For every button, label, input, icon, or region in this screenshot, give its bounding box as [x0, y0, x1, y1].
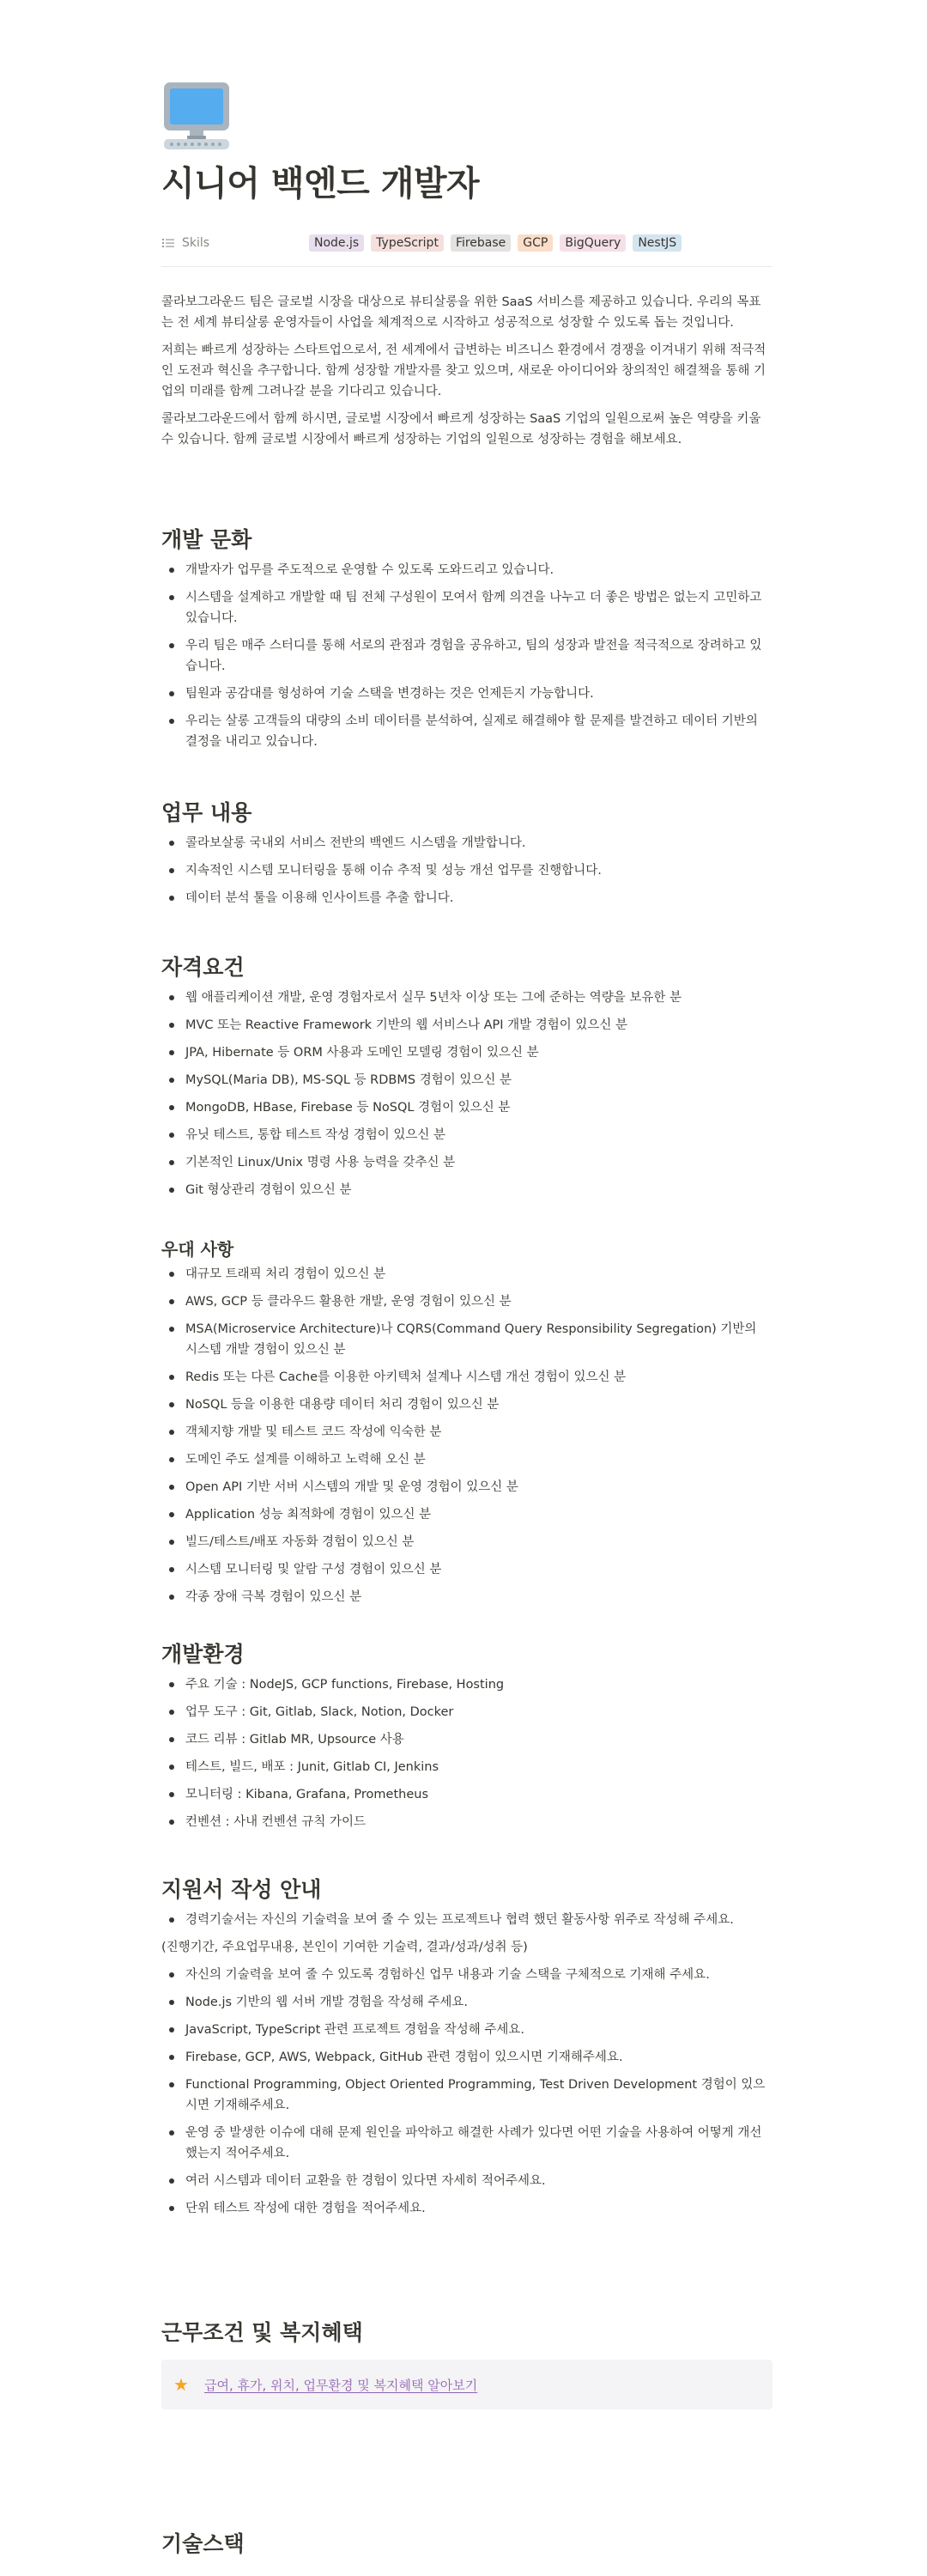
list-item[interactable]: NoSQL 등을 이용한 대용량 데이터 처리 경험이 있으신 분 [161, 1394, 772, 1415]
list-item[interactable]: 유닛 테스트, 통합 테스트 작성 경험이 있으신 분 [161, 1125, 772, 1145]
list-item[interactable]: 콜라보살롱 국내외 서비스 전반의 백엔드 시스템을 개발합니다. [161, 833, 772, 854]
skills-property [161, 230, 772, 256]
culture-list [161, 560, 772, 752]
section-heading[interactable]: 우대 사항 [161, 1239, 234, 1260]
section-heading[interactable]: 개발환경 [161, 1642, 245, 1667]
skills-tags[interactable] [309, 234, 682, 252]
list-item[interactable]: 빌드/테스트/배포 자동화 경험이 있으신 분 [161, 1532, 772, 1552]
list-item[interactable]: 우리 팀은 매주 스터디를 통해 서로의 관점과 경험을 공유하고, 팀의 성장과 발전을 적극적으로 장려하고 있습니다. [161, 635, 772, 677]
list-item[interactable]: 지속적인 시스템 모니터링을 통해 이슈 추적 및 성능 개선 업무를 진행합니다. [161, 860, 772, 881]
list-item[interactable]: AWS, GCP 등 클라우드 활용한 개발, 운영 경험이 있으신 분 [161, 1291, 772, 1312]
section-heading[interactable]: 지원서 작성 안내 [161, 1877, 322, 1902]
section-benefits [161, 2318, 772, 2409]
application-list-first [161, 1910, 772, 1930]
page-title[interactable]: 시니어 백엔드 개발자 [161, 164, 480, 204]
list-item[interactable]: 여러 시스템과 데이터 교환을 한 경험이 있다면 자세히 적어주세요. [161, 2171, 772, 2191]
list-item[interactable]: 경력기술서는 자신의 기술력을 보여 줄 수 있는 프로젝트나 협력 했던 활동사항 위주로 작성해 주세요. [161, 1910, 772, 1930]
requirements-list [161, 987, 772, 1200]
section-heading[interactable]: 업무 내용 [161, 800, 252, 825]
list-item[interactable]: 도메인 주도 설계를 이해하고 노력해 오신 분 [161, 1449, 772, 1470]
intro-paragraph[interactable]: 저희는 빠르게 성장하는 스타트업으로서, 전 세계에서 급변하는 비즈니스 환경에서 경쟁을 이겨내기 위해 적극적인 도전과 혁신을 추구합니다. 함께 성장할 개발자를 찾고 있으며, 새로운 아이디어와 창의적인 해결책을 통해 기업의 미래를 함께 그려나갈 분을 기다리고 있습니다. [161, 343, 766, 398]
list-item[interactable]: MSA(Microservice Architecture)나 CQRS(Command Query Responsibility Segregation) 기반의 시스템 개발 경험이 있으신 분 [161, 1319, 772, 1360]
list-icon [161, 236, 175, 250]
environment-list [161, 1674, 772, 1832]
list-item[interactable]: Open API 기반 서버 시스템의 개발 및 운영 경험이 있으신 분 [161, 1477, 772, 1498]
list-item[interactable]: Node.js 기반의 웹 서버 개발 경험을 작성해 주세요. [161, 1992, 772, 2013]
property-divider [161, 266, 772, 267]
preferred-list [161, 1264, 772, 1607]
list-item[interactable]: 모니터링 : Kibana, Grafana, Prometheus [161, 1784, 772, 1805]
skills-property-label: Skils [182, 236, 210, 250]
section-requirements [161, 953, 772, 1207]
benefits-callout [161, 2360, 772, 2409]
list-item[interactable]: 개발자가 업무를 주도적으로 운영할 수 있도록 도와드리고 있습니다. [161, 560, 772, 580]
list-item[interactable]: 업무 도구 : Git, Gitlab, Slack, Notion, Docker [161, 1702, 772, 1722]
list-item[interactable]: MVC 또는 Reactive Framework 기반의 웹 서비스나 API 개발 경험이 있으신 분 [161, 1015, 772, 1036]
list-item[interactable]: 주요 기술 : NodeJS, GCP functions, Firebase, Hosting [161, 1674, 772, 1695]
list-item[interactable]: 웹 애플리케이션 개발, 운영 경험자로서 실무 5년차 이상 또는 그에 준하는 역량을 보유한 분 [161, 987, 772, 1008]
list-item[interactable]: 팀원과 공감대를 형성하여 기술 스택을 변경하는 것은 언제든지 가능합니다. [161, 683, 772, 704]
star-icon: ★ [173, 2374, 189, 2395]
list-item[interactable]: 시스템 모니터링 및 알람 구성 경험이 있으신 분 [161, 1559, 772, 1580]
intro-paragraph[interactable]: 콜라보그라운드에서 함께 하시면, 글로벌 시장에서 빠르게 성장하는 SaaS 기업의 일원으로써 높은 역량을 키울 수 있습니다. 함께 글로벌 시장에서 빠르게 성장하는 기업의 일원으로 성장하는 경험을 해보세요. [161, 412, 761, 447]
skill-tag: NestJS [633, 234, 682, 252]
list-item[interactable]: Redis 또는 다른 Cache를 이용한 아키텍처 설계나 시스템 개선 경험이 있으신 분 [161, 1367, 772, 1388]
list-item[interactable]: 기본적인 Linux/Unix 명령 사용 능력을 갖추신 분 [161, 1152, 772, 1173]
section-heading[interactable]: 개발 문화 [161, 527, 252, 552]
intro-paragraph[interactable]: 콜라보그라운드 팀은 글로벌 시장을 대상으로 뷰티살롱을 위한 SaaS 서비스를 제공하고 있습니다. 우리의 목표는 전 세계 뷰티살롱 운영자들이 사업을 체계적으로 시작하고 성공적으로 성장할 수 있도록 돕는 것입니다. [161, 295, 761, 330]
skill-tag: Node.js [309, 234, 364, 252]
section-culture [161, 526, 772, 759]
list-item[interactable]: 대규모 트래픽 처리 경험이 있으신 분 [161, 1264, 772, 1285]
list-item[interactable]: JPA, Hibernate 등 ORM 사용과 도메인 모델링 경험이 있으신 분 [161, 1042, 772, 1063]
list-item[interactable]: 자신의 기술력을 보여 줄 수 있도록 경험하신 업무 내용과 기술 스택을 구체적으로 기재해 주세요. [161, 1965, 772, 1985]
computer-icon[interactable] [161, 81, 232, 151]
skills-property-name[interactable] [161, 236, 309, 250]
list-item[interactable]: 컨벤션 : 사내 컨벤션 규칙 가이드 [161, 1812, 772, 1832]
section-duties [161, 799, 772, 915]
list-item[interactable]: 운영 중 발생한 이슈에 대해 문제 원인을 파악하고 해결한 사례가 있다면 어떤 기술을 사용하여 어떻게 개선했는지 적어주세요. [161, 2123, 772, 2164]
section-heading[interactable]: 근무조건 및 복지혜택 [161, 2320, 363, 2345]
skill-tag: BigQuery [560, 234, 626, 252]
section-preferred [161, 1236, 772, 1614]
list-item[interactable]: JavaScript, TypeScript 관련 프로젝트 경험을 작성해 주세요. [161, 2020, 772, 2040]
section-environment [161, 1640, 772, 1839]
list-item[interactable]: Firebase, GCP, AWS, Webpack, GitHub 관련 경험이 있으시면 기재해주세요. [161, 2047, 772, 2068]
section-tech-stack [161, 2530, 772, 2559]
list-item[interactable]: Functional Programming, Object Oriented Programming, Test Driven Development 경험이 있으시면 기재해주세요. [161, 2075, 772, 2116]
skill-tag: GCP [518, 234, 553, 252]
intro-text [161, 292, 772, 457]
skill-tag: Firebase [451, 234, 511, 252]
list-item[interactable]: 각종 장애 극복 경험이 있으신 분 [161, 1587, 772, 1607]
section-heading[interactable]: 기술스택 [161, 2531, 245, 2556]
application-note[interactable]: (진행기간, 주요업무내용, 본인이 기여한 기술력, 결과/성과/성취 등) [161, 1941, 528, 1954]
list-item[interactable]: MongoDB, HBase, Firebase 등 NoSQL 경험이 있으신 분 [161, 1097, 772, 1118]
list-item[interactable]: Application 성능 최적화에 경험이 있으신 분 [161, 1504, 772, 1525]
list-item[interactable]: 객체지향 개발 및 테스트 코드 작성에 익숙한 분 [161, 1422, 772, 1443]
list-item[interactable]: Git 형상관리 경험이 있으신 분 [161, 1180, 772, 1200]
list-item[interactable]: 테스트, 빌드, 배포 : Junit, Gitlab CI, Jenkins [161, 1757, 772, 1777]
list-item[interactable]: 데이터 분석 툴을 이용해 인사이트를 추출 합니다. [161, 888, 772, 908]
section-application [161, 1875, 772, 2226]
list-item[interactable]: MySQL(Maria DB), MS-SQL 등 RDBMS 경험이 있으신 분 [161, 1070, 772, 1091]
list-item[interactable]: 단위 테스트 작성에 대한 경험을 적어주세요. [161, 2198, 772, 2219]
list-item[interactable]: 시스템을 설계하고 개발할 때 팀 전체 구성원이 모여서 함께 의견을 나누고 더 좋은 방법은 없는지 고민하고 있습니다. [161, 587, 772, 629]
section-heading[interactable]: 자격요건 [161, 955, 245, 980]
application-list [161, 1965, 772, 2219]
benefits-link[interactable]: 급여, 휴가, 위치, 업무환경 및 복지혜택 알아보기 [204, 2377, 478, 2393]
duties-list [161, 833, 772, 908]
list-item[interactable]: 우리는 살롱 고객들의 대량의 소비 데이터를 분석하여, 실제로 해결해야 할 문제를 발견하고 데이터 기반의 결정을 내리고 있습니다. [161, 711, 772, 752]
list-item[interactable]: 코드 리뷰 : Gitlab MR, Upsource 사용 [161, 1729, 772, 1750]
skill-tag: TypeScript [371, 234, 444, 252]
